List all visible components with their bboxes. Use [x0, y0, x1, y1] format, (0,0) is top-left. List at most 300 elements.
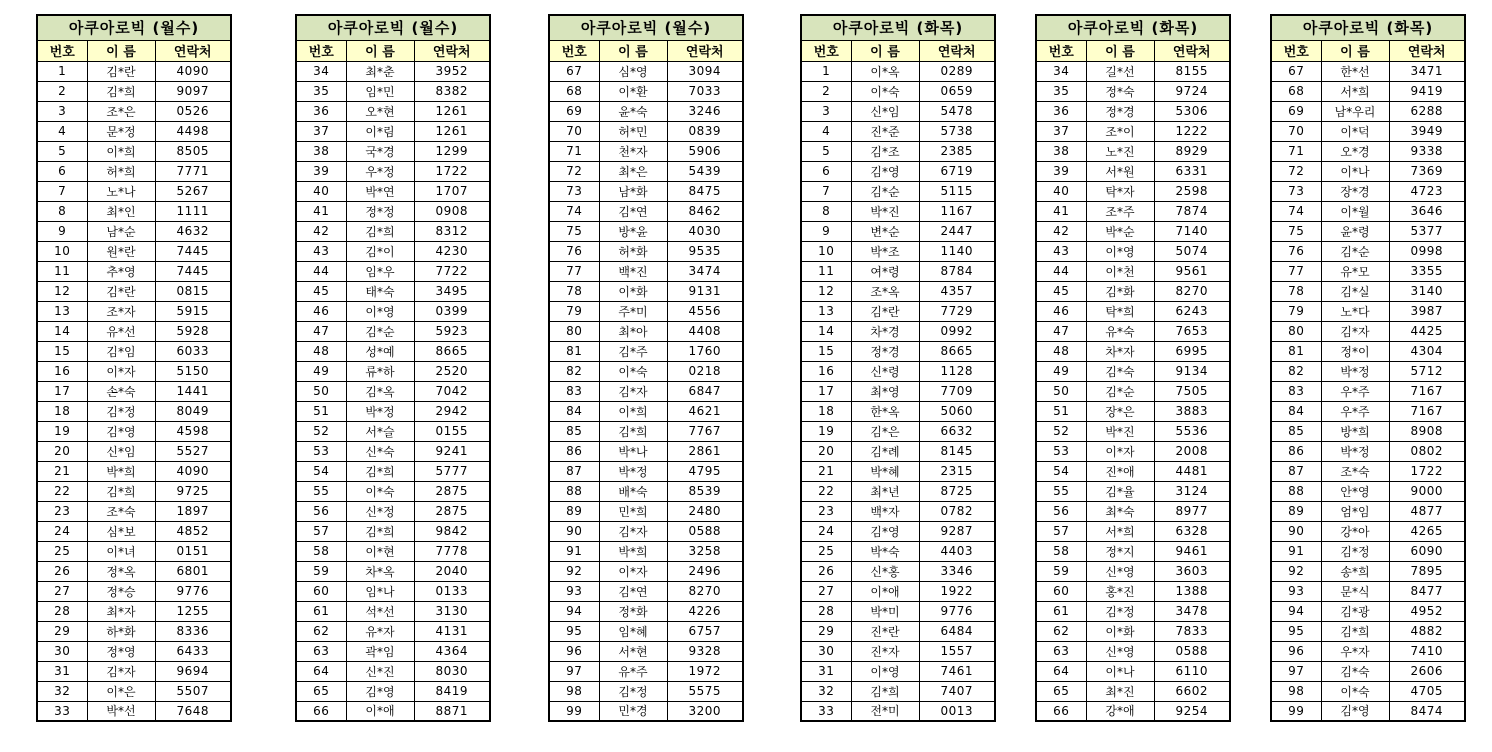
member-contact: 3471 — [1389, 61, 1465, 81]
member-contact: 5923 — [414, 321, 490, 341]
member-no: 39 — [1036, 161, 1086, 181]
member-name: 서*원 — [1086, 161, 1154, 181]
member-no: 23 — [801, 501, 851, 521]
member-name: 박*순 — [1086, 221, 1154, 241]
table-row — [1036, 181, 1230, 201]
member-contact: 9561 — [1154, 261, 1230, 281]
member-no: 61 — [1036, 601, 1086, 621]
table-row — [549, 101, 743, 121]
member-contact: 2040 — [414, 561, 490, 581]
member-contact: 7505 — [1154, 381, 1230, 401]
table-row — [37, 441, 231, 461]
member-contact: 7778 — [414, 541, 490, 561]
table-row — [296, 101, 490, 121]
member-contact: 8312 — [414, 221, 490, 241]
table-row — [37, 341, 231, 361]
member-contact: 8155 — [1154, 61, 1230, 81]
member-contact: 9338 — [1389, 141, 1465, 161]
table-row — [37, 661, 231, 681]
table-row — [1271, 521, 1465, 541]
member-no: 64 — [296, 661, 346, 681]
member-contact: 1722 — [414, 161, 490, 181]
member-contact: 6110 — [1154, 661, 1230, 681]
member-no: 92 — [1271, 561, 1321, 581]
member-name: 우*주 — [1321, 401, 1389, 421]
member-name: 허*희 — [87, 161, 155, 181]
member-name: 안*영 — [1321, 481, 1389, 501]
member-name: 정*화 — [599, 601, 667, 621]
member-name: 정*영 — [87, 641, 155, 661]
member-no: 34 — [296, 61, 346, 81]
member-name: 조*옥 — [851, 281, 919, 301]
member-no: 67 — [1271, 61, 1321, 81]
member-contact: 4226 — [667, 601, 743, 621]
member-contact: 5915 — [155, 301, 231, 321]
member-no: 26 — [37, 561, 87, 581]
member-no: 81 — [549, 341, 599, 361]
member-contact: 4621 — [667, 401, 743, 421]
member-contact: 8474 — [1389, 701, 1465, 721]
member-contact: 3258 — [667, 541, 743, 561]
member-no: 45 — [296, 281, 346, 301]
member-no: 51 — [296, 401, 346, 421]
table-row — [296, 701, 490, 721]
col-header-name: 이 름 — [851, 40, 919, 61]
table-row — [296, 241, 490, 261]
member-no: 78 — [549, 281, 599, 301]
member-name: 김*정 — [599, 681, 667, 701]
table-row — [801, 381, 995, 401]
member-no: 8 — [37, 201, 87, 221]
member-name: 강*아 — [1321, 521, 1389, 541]
member-name: 신*정 — [346, 501, 414, 521]
member-no: 89 — [1271, 501, 1321, 521]
member-name: 김*희 — [346, 221, 414, 241]
member-name: 유*모 — [1321, 261, 1389, 281]
member-no: 27 — [801, 581, 851, 601]
member-name: 김*희 — [1321, 621, 1389, 641]
table-row — [296, 61, 490, 81]
roster-table-hwamok-2 — [1035, 14, 1231, 722]
table-row — [1036, 561, 1230, 581]
member-contact: 2942 — [414, 401, 490, 421]
member-no: 47 — [1036, 321, 1086, 341]
table-row — [296, 141, 490, 161]
table-title: 아쿠아로빅 (월수) — [549, 15, 743, 40]
member-name: 신*임 — [87, 441, 155, 461]
member-name: 변*순 — [851, 221, 919, 241]
table-row — [1036, 361, 1230, 381]
member-contact: 4090 — [155, 461, 231, 481]
member-name: 최*춘 — [346, 61, 414, 81]
member-no: 68 — [1271, 81, 1321, 101]
table-row — [37, 261, 231, 281]
table-row — [549, 81, 743, 101]
table-row — [37, 61, 231, 81]
member-no: 82 — [549, 361, 599, 381]
member-contact: 3883 — [1154, 401, 1230, 421]
member-no: 72 — [1271, 161, 1321, 181]
member-no: 37 — [296, 121, 346, 141]
member-contact: 2606 — [1389, 661, 1465, 681]
member-no: 20 — [801, 441, 851, 461]
member-name: 박*정 — [1321, 441, 1389, 461]
member-contact: 5928 — [155, 321, 231, 341]
member-contact: 1760 — [667, 341, 743, 361]
member-no: 58 — [296, 541, 346, 561]
member-contact: 2875 — [414, 481, 490, 501]
member-no: 73 — [1271, 181, 1321, 201]
member-contact: 3200 — [667, 701, 743, 721]
member-name: 진*애 — [1086, 461, 1154, 481]
table-row — [296, 581, 490, 601]
table-row — [37, 621, 231, 641]
member-name: 김*숙 — [1321, 661, 1389, 681]
table-row — [37, 581, 231, 601]
table-row — [1036, 221, 1230, 241]
member-no: 92 — [549, 561, 599, 581]
member-contact: 0782 — [919, 501, 995, 521]
member-no: 96 — [1271, 641, 1321, 661]
member-no: 47 — [296, 321, 346, 341]
member-no: 86 — [1271, 441, 1321, 461]
table-row — [296, 361, 490, 381]
member-contact: 0998 — [1389, 241, 1465, 261]
member-no: 36 — [1036, 101, 1086, 121]
member-contact: 9134 — [1154, 361, 1230, 381]
member-no: 2 — [37, 81, 87, 101]
table-row — [549, 701, 743, 721]
member-no: 26 — [801, 561, 851, 581]
member-name: 김*연 — [599, 581, 667, 601]
table-row — [549, 601, 743, 621]
member-name: 유*숙 — [1086, 321, 1154, 341]
member-contact: 7461 — [919, 661, 995, 681]
member-contact: 5712 — [1389, 361, 1465, 381]
member-contact: 4723 — [1389, 181, 1465, 201]
member-name: 김*정 — [1086, 601, 1154, 621]
member-no: 95 — [1271, 621, 1321, 641]
member-contact: 8908 — [1389, 421, 1465, 441]
member-name: 석*선 — [346, 601, 414, 621]
member-contact: 4090 — [155, 61, 231, 81]
member-contact: 8929 — [1154, 141, 1230, 161]
member-contact: 5575 — [667, 681, 743, 701]
member-name: 김*정 — [1321, 541, 1389, 561]
member-contact: 6328 — [1154, 521, 1230, 541]
member-contact: 1299 — [414, 141, 490, 161]
table-row — [1036, 621, 1230, 641]
member-contact: 7445 — [155, 241, 231, 261]
member-name: 민*경 — [599, 701, 667, 721]
member-no: 24 — [801, 521, 851, 541]
member-no: 25 — [801, 541, 851, 561]
member-contact: 0151 — [155, 541, 231, 561]
member-no: 42 — [1036, 221, 1086, 241]
member-name: 신*영 — [1086, 561, 1154, 581]
table-row — [1036, 381, 1230, 401]
table-title: 아쿠아로빅 (화목) — [801, 15, 995, 40]
member-name: 윤*숙 — [599, 101, 667, 121]
member-name: 임*우 — [346, 261, 414, 281]
member-no: 53 — [296, 441, 346, 461]
member-name: 이*애 — [346, 701, 414, 721]
table-row — [1271, 701, 1465, 721]
table-row — [1271, 681, 1465, 701]
member-no: 94 — [549, 601, 599, 621]
table-row — [1271, 621, 1465, 641]
member-no: 23 — [37, 501, 87, 521]
member-contact: 7410 — [1389, 641, 1465, 661]
member-name: 김*광 — [1321, 601, 1389, 621]
member-contact: 9097 — [155, 81, 231, 101]
table-row — [549, 641, 743, 661]
table-row — [296, 441, 490, 461]
roster-table-wolsu-2 — [295, 14, 491, 722]
member-contact: 0802 — [1389, 441, 1465, 461]
table-title: 아쿠아로빅 (월수) — [296, 15, 490, 40]
member-contact: 9328 — [667, 641, 743, 661]
table-row — [37, 201, 231, 221]
col-header-contact: 연락처 — [1154, 40, 1230, 61]
member-no: 98 — [549, 681, 599, 701]
table-row — [296, 641, 490, 661]
member-no: 31 — [801, 661, 851, 681]
member-no: 40 — [296, 181, 346, 201]
member-contact: 6288 — [1389, 101, 1465, 121]
member-name: 조*자 — [87, 301, 155, 321]
member-contact: 6602 — [1154, 681, 1230, 701]
table-row — [296, 481, 490, 501]
member-name: 임*나 — [346, 581, 414, 601]
member-no: 15 — [37, 341, 87, 361]
member-contact: 4795 — [667, 461, 743, 481]
member-name: 문*정 — [87, 121, 155, 141]
table-row — [296, 661, 490, 681]
member-contact: 8049 — [155, 401, 231, 421]
member-contact: 3987 — [1389, 301, 1465, 321]
member-name: 이*숙 — [346, 481, 414, 501]
member-contact: 1441 — [155, 381, 231, 401]
member-no: 80 — [1271, 321, 1321, 341]
member-no: 67 — [549, 61, 599, 81]
member-contact: 2008 — [1154, 441, 1230, 461]
table-row — [296, 161, 490, 181]
table-row — [1271, 601, 1465, 621]
member-contact: 0659 — [919, 81, 995, 101]
member-name: 박*진 — [1086, 421, 1154, 441]
member-name: 김*순 — [851, 181, 919, 201]
member-contact: 4403 — [919, 541, 995, 561]
member-contact: 3130 — [414, 601, 490, 621]
member-contact: 8784 — [919, 261, 995, 281]
member-name: 이*녀 — [87, 541, 155, 561]
member-name: 이*영 — [1086, 241, 1154, 261]
member-no: 80 — [549, 321, 599, 341]
member-name: 강*애 — [1086, 701, 1154, 721]
table-row — [1271, 301, 1465, 321]
member-name: 서*슬 — [346, 421, 414, 441]
member-name: 진*준 — [851, 121, 919, 141]
table-row — [549, 501, 743, 521]
table-row — [1036, 301, 1230, 321]
member-name: 한*옥 — [851, 401, 919, 421]
member-name: 이*숙 — [851, 81, 919, 101]
table-row — [296, 221, 490, 241]
member-contact: 4364 — [414, 641, 490, 661]
member-no: 35 — [1036, 81, 1086, 101]
member-name: 김*정 — [87, 401, 155, 421]
table-title: 아쿠아로빅 (월수) — [37, 15, 231, 40]
member-name: 노*나 — [87, 181, 155, 201]
table-row — [549, 521, 743, 541]
table-row — [801, 601, 995, 621]
member-no: 65 — [1036, 681, 1086, 701]
table-row — [296, 401, 490, 421]
table-row — [37, 601, 231, 621]
table-row — [1271, 221, 1465, 241]
member-contact: 8871 — [414, 701, 490, 721]
member-no: 32 — [37, 681, 87, 701]
member-name: 이*자 — [1086, 441, 1154, 461]
member-contact: 1255 — [155, 601, 231, 621]
member-no: 34 — [1036, 61, 1086, 81]
member-name: 서*희 — [1086, 521, 1154, 541]
member-contact: 3094 — [667, 61, 743, 81]
table-row — [549, 261, 743, 281]
member-contact: 6433 — [155, 641, 231, 661]
member-contact: 9776 — [919, 601, 995, 621]
table-row — [1036, 541, 1230, 561]
member-contact: 9724 — [1154, 81, 1230, 101]
member-name: 박*정 — [1321, 361, 1389, 381]
member-name: 차*옥 — [346, 561, 414, 581]
table-row — [801, 341, 995, 361]
member-contact: 8475 — [667, 181, 743, 201]
member-no: 55 — [296, 481, 346, 501]
member-contact: 5527 — [155, 441, 231, 461]
member-no: 59 — [296, 561, 346, 581]
member-name: 박*숙 — [851, 541, 919, 561]
table-row — [1271, 481, 1465, 501]
member-name: 박*혜 — [851, 461, 919, 481]
member-name: 정*승 — [87, 581, 155, 601]
table-row — [801, 81, 995, 101]
member-contact: 6719 — [919, 161, 995, 181]
member-contact: 9287 — [919, 521, 995, 541]
table-row — [549, 661, 743, 681]
member-contact: 6243 — [1154, 301, 1230, 321]
member-contact: 0588 — [667, 521, 743, 541]
member-contact: 8477 — [1389, 581, 1465, 601]
member-name: 진*란 — [851, 621, 919, 641]
member-name: 임*혜 — [599, 621, 667, 641]
col-header-contact: 연락처 — [919, 40, 995, 61]
member-no: 70 — [1271, 121, 1321, 141]
member-name: 손*숙 — [87, 381, 155, 401]
member-contact: 0908 — [414, 201, 490, 221]
member-no: 97 — [1271, 661, 1321, 681]
member-contact: 6847 — [667, 381, 743, 401]
member-no: 90 — [549, 521, 599, 541]
member-name: 노*진 — [1086, 141, 1154, 161]
member-name: 송*희 — [1321, 561, 1389, 581]
member-no: 49 — [296, 361, 346, 381]
member-name: 이*월 — [1321, 201, 1389, 221]
member-no: 64 — [1036, 661, 1086, 681]
table-row — [1036, 241, 1230, 261]
member-name: 이*희 — [599, 401, 667, 421]
table-row — [1036, 501, 1230, 521]
table-row — [801, 181, 995, 201]
col-header-contact: 연락처 — [1389, 40, 1465, 61]
member-no: 69 — [1271, 101, 1321, 121]
member-no: 76 — [1271, 241, 1321, 261]
member-no: 56 — [1036, 501, 1086, 521]
table-row — [296, 521, 490, 541]
member-no: 3 — [37, 101, 87, 121]
member-contact: 4556 — [667, 301, 743, 321]
member-name: 남*화 — [599, 181, 667, 201]
member-no: 52 — [296, 421, 346, 441]
table-row — [1271, 341, 1465, 361]
member-contact: 6484 — [919, 621, 995, 641]
table-row — [1036, 161, 1230, 181]
member-name: 탁*희 — [1086, 301, 1154, 321]
col-header-name: 이 름 — [346, 40, 414, 61]
member-contact: 7648 — [155, 701, 231, 721]
table-row — [549, 401, 743, 421]
table-row — [37, 361, 231, 381]
member-no: 22 — [37, 481, 87, 501]
member-no: 71 — [549, 141, 599, 161]
table-row — [37, 641, 231, 661]
member-name: 김*영 — [87, 421, 155, 441]
member-contact: 1897 — [155, 501, 231, 521]
member-no: 12 — [37, 281, 87, 301]
member-name: 민*희 — [599, 501, 667, 521]
member-name: 박*진 — [851, 201, 919, 221]
member-no: 97 — [549, 661, 599, 681]
member-no: 75 — [1271, 221, 1321, 241]
member-contact: 1222 — [1154, 121, 1230, 141]
member-name: 김*실 — [1321, 281, 1389, 301]
member-name: 주*미 — [599, 301, 667, 321]
member-name: 최*은 — [599, 161, 667, 181]
member-contact: 5777 — [414, 461, 490, 481]
member-no: 52 — [1036, 421, 1086, 441]
table-row — [1271, 161, 1465, 181]
member-name: 임*민 — [346, 81, 414, 101]
member-contact: 3140 — [1389, 281, 1465, 301]
table-row — [296, 501, 490, 521]
member-name: 정*경 — [851, 341, 919, 361]
member-name: 김*율 — [1086, 481, 1154, 501]
member-contact: 8336 — [155, 621, 231, 641]
member-no: 60 — [1036, 581, 1086, 601]
member-contact: 0526 — [155, 101, 231, 121]
member-no: 95 — [549, 621, 599, 641]
member-contact: 8419 — [414, 681, 490, 701]
member-contact: 6033 — [155, 341, 231, 361]
member-contact: 2480 — [667, 501, 743, 521]
table-row — [1271, 321, 1465, 341]
table-row — [1271, 661, 1465, 681]
table-row — [1271, 61, 1465, 81]
member-no: 9 — [37, 221, 87, 241]
member-no: 89 — [549, 501, 599, 521]
table-row — [1036, 701, 1230, 721]
